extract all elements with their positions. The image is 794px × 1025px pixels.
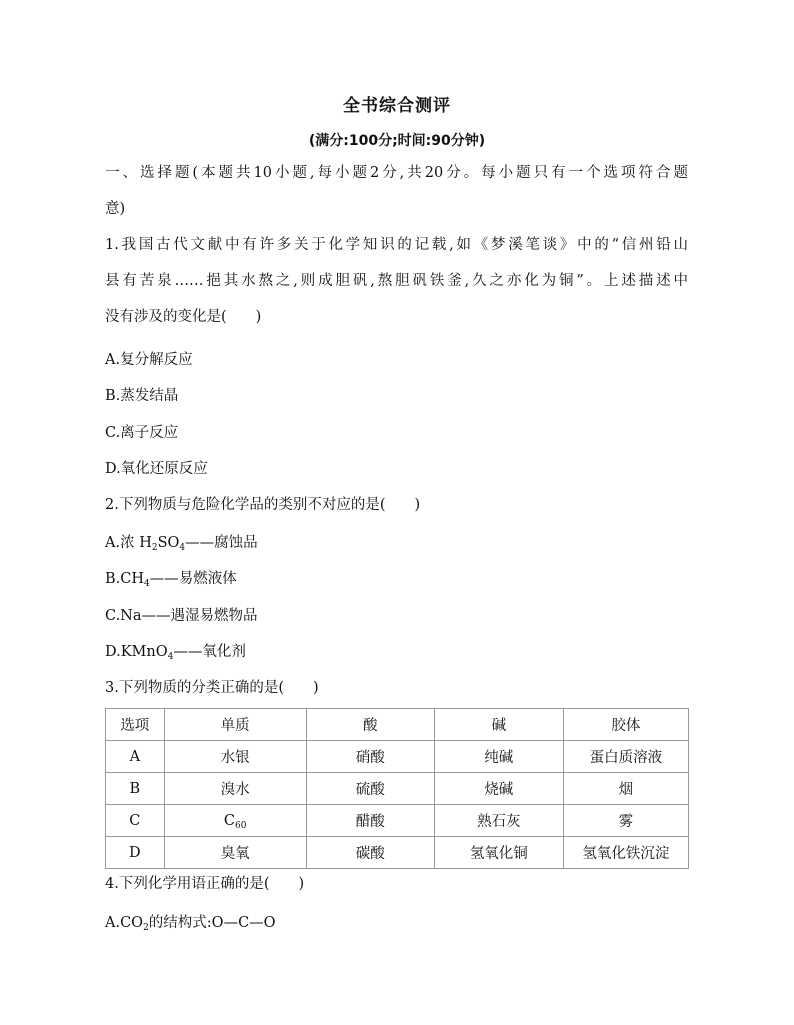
section-heading-line2: 意) bbox=[105, 201, 126, 217]
q1-option-a: A.复分解反应 bbox=[105, 352, 193, 368]
classification-table bbox=[105, 708, 689, 869]
table-cell: 蛋白质溶液 bbox=[563, 741, 688, 773]
table-cell-c60: $C_{60}$ bbox=[164, 805, 306, 837]
table-row bbox=[106, 805, 689, 837]
q3-stem: 3.下列物质的分类正确的是( ) bbox=[105, 680, 319, 696]
table-row bbox=[106, 741, 689, 773]
q1-stem-line3: 没有涉及的变化是( ) bbox=[105, 309, 262, 325]
q1-stem-line1: 1.我国古代文献中有许多关于化学知识的记载,如《梦溪笔谈》中的“信州铅山 bbox=[105, 237, 688, 253]
q1-option-d: D.氧化还原反应 bbox=[105, 461, 208, 477]
q1-option-c: C.离子反应 bbox=[105, 425, 179, 441]
table-header-cell: 胶体 bbox=[563, 709, 688, 741]
q4-option-a: $A.CO_2$的结构式:O—C—O bbox=[105, 915, 276, 933]
table-cell: B bbox=[106, 773, 165, 805]
q2-stem: 2.下列物质与危险化学品的类别不对应的是( ) bbox=[105, 497, 421, 513]
table-header-cell: 单质 bbox=[164, 709, 306, 741]
table-cell: 烧碱 bbox=[434, 773, 563, 805]
table-cell: 烟 bbox=[563, 773, 688, 805]
table-row bbox=[106, 837, 689, 869]
table-row bbox=[106, 773, 689, 805]
table-header-cell: 选项 bbox=[106, 709, 165, 741]
table-cell: 溴水 bbox=[164, 773, 306, 805]
table-cell: 纯碱 bbox=[434, 741, 563, 773]
table-cell: 醋酸 bbox=[306, 805, 434, 837]
table-cell: D bbox=[106, 837, 165, 869]
table-cell: A bbox=[106, 741, 165, 773]
q1-option-b: B.蒸发结晶 bbox=[105, 388, 179, 404]
table-cell: 雾 bbox=[563, 805, 688, 837]
table-cell: 碳酸 bbox=[306, 837, 434, 869]
q2-option-c: C.Na——遇湿易燃物品 bbox=[105, 608, 258, 624]
table-cell: 硝酸 bbox=[306, 741, 434, 773]
table-header-cell: 碱 bbox=[434, 709, 563, 741]
table-cell: 水银 bbox=[164, 741, 306, 773]
q2-option-b: $B.CH_4——$易燃液体 bbox=[105, 571, 237, 589]
table-cell: 氢氧化铜 bbox=[434, 837, 563, 869]
q2-option-a: A.浓 $H_2SO_4——$腐蚀品 bbox=[105, 535, 258, 553]
table-cell: C bbox=[106, 805, 165, 837]
table-cell: 熟石灰 bbox=[434, 805, 563, 837]
page-title: 全书综合测评 bbox=[343, 96, 451, 116]
table-cell: 臭氧 bbox=[164, 837, 306, 869]
table-cell: 氢氧化铁沉淀 bbox=[563, 837, 688, 869]
table-header-row bbox=[106, 709, 689, 741]
q1-stem-line2: 县有苦泉……挹其水熬之,则成胆矾,熬胆矾铁釜,久之亦化为铜”。上述描述中 bbox=[105, 273, 688, 289]
q4-stem: 4.下列化学用语正确的是( ) bbox=[105, 876, 305, 892]
q2-option-d: D.KMnO$_4$——氧化剂 bbox=[105, 644, 246, 662]
section-heading-line1: 一、选择题(本题共10小题,每小题2分,共20分。每小题只有一个选项符合题 bbox=[105, 165, 688, 181]
table-header-cell: 酸 bbox=[306, 709, 434, 741]
table-cell: 硫酸 bbox=[306, 773, 434, 805]
page-subtitle: (满分:100分;时间:90分钟) bbox=[308, 133, 486, 149]
